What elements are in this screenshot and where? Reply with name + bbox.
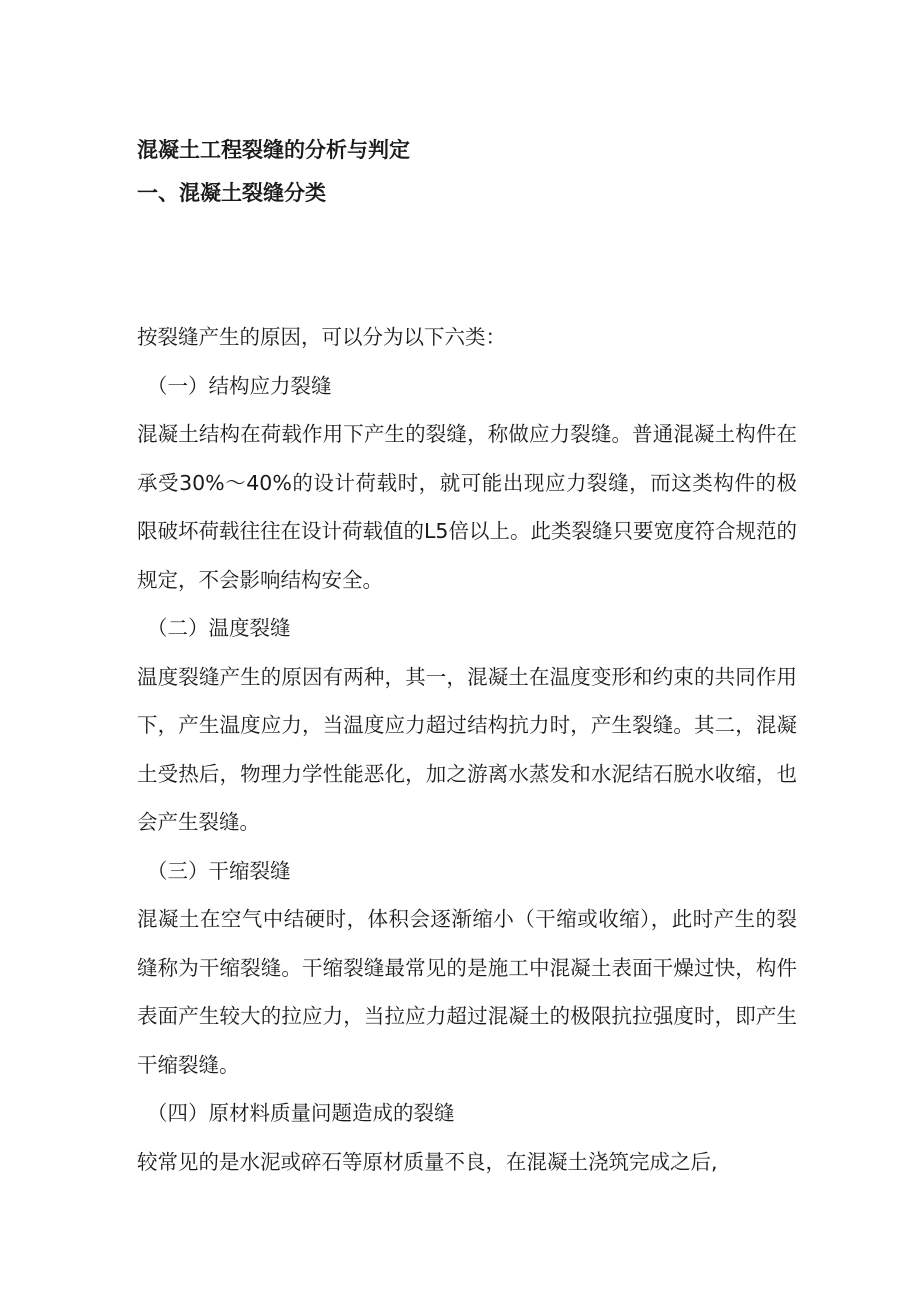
intro-paragraph: 按裂缝产生的原因，可以分为以下六类：: [137, 325, 506, 349]
document-body: [137, 313, 797, 1186]
category-heading-temperature: （二）温度裂缝: [147, 616, 291, 640]
category-heading-material: （四）原材料质量问题造成的裂缝: [147, 1101, 455, 1125]
category-heading-structural: （一）结构应力裂缝: [147, 373, 332, 398]
document-title: 混凝土工程裂缝的分析与判定: [137, 138, 410, 162]
section-heading: 一、混凝土裂缝分类: [137, 181, 326, 205]
category-heading-shrinkage: （三）干缩裂缝: [147, 858, 291, 883]
category-body-temperature: 温度裂缝产生的原因有两种，其一，混凝土在温度变形和约束的共同作用下，产生温度应力，当温度应力超过结构抗力时，产生裂缝。其二，混凝土受热后，物理力学性能恶化，加之游离水蒸发和水泥结石脱水收缩，也会产生裂缝。: [137, 664, 797, 834]
category-body-material: 较常见的是水泥或碎石等原材质量不良，在混凝土浇筑完成之后,: [137, 1149, 718, 1174]
category-body-structural: 混凝土结构在荷载作用下产生的裂缝，称做应力裂缝。普通混凝土构件在承受30%～40%的设计荷载时，就可能出现应力裂缝，而这类构件的极限破坏荷载往往在设计荷载值的L5倍以上。此类裂缝只要宽度符合规范的规定，不会影响结构安全。: [137, 422, 797, 592]
category-body-shrinkage: 混凝土在空气中结硬时，体积会逐渐缩小（干缩或收缩），此时产生的裂缝称为干缩裂缝。干缩裂缝最常见的是施工中混凝土表面干燥过快，构件表面产生较大的拉应力，当拉应力超过混凝土的极限抗拉强度时，即产生干缩裂缝。: [137, 907, 797, 1077]
